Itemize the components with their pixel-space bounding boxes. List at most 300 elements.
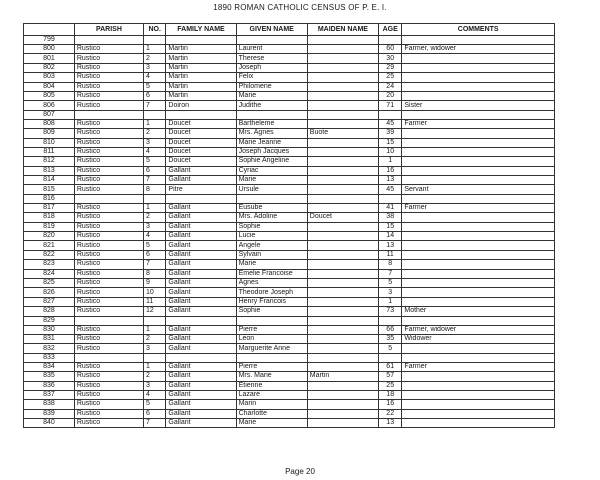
cell-entry-number: 835 [24, 372, 75, 381]
cell-family-name: Gallant [166, 278, 236, 287]
cell-comments [402, 129, 555, 138]
cell-family-name [166, 353, 236, 362]
cell-given-name: Marie [236, 91, 307, 100]
cell-comments [402, 390, 555, 399]
cell-household-no: 1 [144, 203, 166, 212]
table-row [24, 334, 555, 343]
cell-maiden-name [307, 203, 378, 212]
cell-comments [402, 316, 555, 325]
table-row [24, 260, 555, 269]
cell-parish: Rustico [74, 362, 143, 371]
cell-age: 30 [379, 54, 402, 63]
cell-given-name: Marie [236, 176, 307, 185]
table-row [24, 166, 555, 175]
column-header-age: AGE [379, 24, 402, 36]
cell-maiden-name: Buote [307, 129, 378, 138]
cell-maiden-name [307, 419, 378, 428]
cell-age: 22 [379, 409, 402, 418]
cell-given-name [236, 353, 307, 362]
cell-maiden-name [307, 91, 378, 100]
table-row [24, 250, 555, 259]
cell-comments [402, 73, 555, 82]
cell-maiden-name [307, 269, 378, 278]
cell-given-name: Marie [236, 419, 307, 428]
cell-age: 13 [379, 176, 402, 185]
cell-household-no: 3 [144, 222, 166, 231]
cell-household-no [144, 316, 166, 325]
cell-parish: Rustico [74, 203, 143, 212]
table-row [24, 344, 555, 353]
cell-maiden-name [307, 157, 378, 166]
cell-family-name: Gallant [166, 203, 236, 212]
cell-parish: Rustico [74, 334, 143, 343]
cell-given-name: Mrs. Marie [236, 372, 307, 381]
cell-household-no: 2 [144, 213, 166, 222]
table-row [24, 213, 555, 222]
cell-parish: Rustico [74, 419, 143, 428]
cell-age: 15 [379, 138, 402, 147]
cell-maiden-name [307, 325, 378, 334]
cell-age: 13 [379, 241, 402, 250]
cell-household-no: 9 [144, 278, 166, 287]
cell-age: 18 [379, 390, 402, 399]
cell-family-name: Doiron [166, 101, 236, 110]
cell-family-name: Gallant [166, 288, 236, 297]
cell-comments: Sister [402, 101, 555, 110]
cell-age [379, 194, 402, 203]
cell-household-no: 4 [144, 147, 166, 156]
cell-comments [402, 409, 555, 418]
cell-given-name: Sophie [236, 222, 307, 231]
cell-age [379, 110, 402, 119]
cell-given-name: Marin [236, 400, 307, 409]
cell-age: 1 [379, 157, 402, 166]
cell-entry-number: 821 [24, 241, 75, 250]
table-row [24, 269, 555, 278]
cell-given-name: Pierre [236, 362, 307, 371]
cell-given-name: Laurent [236, 45, 307, 54]
cell-given-name [236, 316, 307, 325]
cell-age [379, 316, 402, 325]
cell-maiden-name: Martin [307, 372, 378, 381]
cell-maiden-name [307, 185, 378, 194]
cell-given-name: Judithe [236, 101, 307, 110]
cell-age: 60 [379, 45, 402, 54]
cell-entry-number: 808 [24, 119, 75, 128]
cell-parish: Rustico [74, 157, 143, 166]
cell-household-no: 7 [144, 419, 166, 428]
cell-maiden-name [307, 166, 378, 175]
table-row [24, 203, 555, 212]
table-row [24, 194, 555, 203]
cell-household-no: 7 [144, 101, 166, 110]
cell-comments [402, 232, 555, 241]
cell-entry-number: 838 [24, 400, 75, 409]
cell-given-name: Leon [236, 334, 307, 343]
cell-family-name: Gallant [166, 176, 236, 185]
cell-parish: Rustico [74, 390, 143, 399]
cell-parish: Rustico [74, 63, 143, 72]
cell-entry-number: 804 [24, 82, 75, 91]
cell-entry-number: 807 [24, 110, 75, 119]
table-row [24, 82, 555, 91]
cell-maiden-name [307, 73, 378, 82]
cell-age: 57 [379, 372, 402, 381]
cell-given-name [236, 110, 307, 119]
table-row [24, 73, 555, 82]
cell-family-name: Gallant [166, 381, 236, 390]
cell-entry-number: 833 [24, 353, 75, 362]
cell-age: 25 [379, 73, 402, 82]
census-table [23, 23, 555, 428]
cell-given-name: Agnes [236, 278, 307, 287]
cell-family-name: Doucet [166, 119, 236, 128]
cell-age: 5 [379, 278, 402, 287]
table-row [24, 54, 555, 63]
cell-age: 16 [379, 400, 402, 409]
cell-comments [402, 147, 555, 156]
cell-household-no: 6 [144, 91, 166, 100]
cell-household-no: 7 [144, 260, 166, 269]
table-row [24, 297, 555, 306]
cell-family-name: Doucet [166, 138, 236, 147]
cell-parish: Rustico [74, 278, 143, 287]
cell-age [379, 36, 402, 45]
cell-parish: Rustico [74, 45, 143, 54]
table-row [24, 288, 555, 297]
cell-given-name: Sophie Angeline [236, 157, 307, 166]
cell-parish: Rustico [74, 91, 143, 100]
cell-entry-number: 817 [24, 203, 75, 212]
table-row [24, 222, 555, 231]
cell-maiden-name [307, 101, 378, 110]
cell-comments [402, 222, 555, 231]
cell-household-no: 7 [144, 176, 166, 185]
cell-family-name: Martin [166, 82, 236, 91]
table-row [24, 157, 555, 166]
cell-parish [74, 353, 143, 362]
cell-given-name: Philomene [236, 82, 307, 91]
cell-comments: Farmer [402, 203, 555, 212]
cell-given-name [236, 194, 307, 203]
cell-comments: Farmer [402, 119, 555, 128]
cell-comments [402, 372, 555, 381]
cell-parish: Rustico [74, 54, 143, 63]
cell-household-no: 5 [144, 157, 166, 166]
cell-maiden-name [307, 409, 378, 418]
cell-family-name: Gallant [166, 344, 236, 353]
cell-given-name: Lucie [236, 232, 307, 241]
cell-family-name: Gallant [166, 250, 236, 259]
column-header-family-name: FAMILY NAME [166, 24, 236, 36]
cell-maiden-name [307, 241, 378, 250]
cell-household-no [144, 110, 166, 119]
cell-household-no: 3 [144, 63, 166, 72]
cell-comments [402, 381, 555, 390]
cell-household-no: 2 [144, 334, 166, 343]
cell-parish: Rustico [74, 147, 143, 156]
cell-age: 5 [379, 344, 402, 353]
cell-parish: Rustico [74, 185, 143, 194]
cell-family-name: Gallant [166, 372, 236, 381]
cell-household-no [144, 194, 166, 203]
cell-age: 14 [379, 232, 402, 241]
cell-given-name: Etienne [236, 381, 307, 390]
cell-age: 24 [379, 82, 402, 91]
cell-given-name: Sophie [236, 307, 307, 316]
table-row [24, 45, 555, 54]
cell-given-name: Joseph Jacques [236, 147, 307, 156]
cell-entry-number: 828 [24, 307, 75, 316]
cell-family-name: Gallant [166, 307, 236, 316]
census-body [24, 36, 555, 428]
cell-given-name: Mrs. Agnes [236, 129, 307, 138]
table-row [24, 176, 555, 185]
cell-maiden-name [307, 176, 378, 185]
cell-comments [402, 63, 555, 72]
table-row [24, 129, 555, 138]
cell-family-name [166, 194, 236, 203]
cell-comments: Farmer, widower [402, 45, 555, 54]
cell-maiden-name [307, 45, 378, 54]
cell-maiden-name [307, 82, 378, 91]
cell-comments: Farmer [402, 362, 555, 371]
cell-household-no: 6 [144, 250, 166, 259]
cell-parish: Rustico [74, 241, 143, 250]
cell-given-name: Henry Francois [236, 297, 307, 306]
cell-age: 41 [379, 203, 402, 212]
cell-entry-number: 822 [24, 250, 75, 259]
cell-household-no: 5 [144, 241, 166, 250]
table-row [24, 138, 555, 147]
cell-family-name: Gallant [166, 222, 236, 231]
cell-comments [402, 278, 555, 287]
cell-age: 3 [379, 288, 402, 297]
cell-maiden-name [307, 400, 378, 409]
cell-entry-number: 834 [24, 362, 75, 371]
cell-maiden-name [307, 250, 378, 259]
cell-age: 45 [379, 185, 402, 194]
cell-maiden-name [307, 362, 378, 371]
cell-maiden-name [307, 54, 378, 63]
cell-parish: Rustico [74, 269, 143, 278]
cell-maiden-name [307, 334, 378, 343]
document-title: 1890 ROMAN CATHOLIC CENSUS OF P. E. I. [213, 3, 387, 12]
cell-given-name: Eusube [236, 203, 307, 212]
cell-family-name: Pitre [166, 185, 236, 194]
cell-parish: Rustico [74, 213, 143, 222]
cell-household-no: 2 [144, 129, 166, 138]
cell-family-name: Gallant [166, 409, 236, 418]
cell-comments [402, 110, 555, 119]
cell-family-name: Gallant [166, 419, 236, 428]
cell-age: 45 [379, 119, 402, 128]
cell-family-name: Martin [166, 73, 236, 82]
cell-age: 66 [379, 325, 402, 334]
cell-entry-number: 829 [24, 316, 75, 325]
table-row [24, 36, 555, 45]
cell-parish: Rustico [74, 82, 143, 91]
cell-maiden-name [307, 36, 378, 45]
cell-maiden-name [307, 194, 378, 203]
table-row [24, 372, 555, 381]
cell-entry-number: 824 [24, 269, 75, 278]
cell-maiden-name [307, 344, 378, 353]
cell-entry-number: 840 [24, 419, 75, 428]
cell-given-name: Charlotte [236, 409, 307, 418]
cell-entry-number: 814 [24, 176, 75, 185]
cell-entry-number: 802 [24, 63, 75, 72]
cell-comments [402, 54, 555, 63]
cell-entry-number: 813 [24, 166, 75, 175]
cell-parish: Rustico [74, 288, 143, 297]
cell-family-name: Martin [166, 91, 236, 100]
cell-entry-number: 826 [24, 288, 75, 297]
cell-entry-number: 816 [24, 194, 75, 203]
cell-comments: Mother [402, 307, 555, 316]
cell-maiden-name [307, 353, 378, 362]
cell-maiden-name [307, 260, 378, 269]
column-header-given-name: GIVEN NAME [236, 24, 307, 36]
cell-family-name: Doucet [166, 157, 236, 166]
cell-entry-number: 809 [24, 129, 75, 138]
cell-parish: Rustico [74, 260, 143, 269]
cell-parish: Rustico [74, 409, 143, 418]
cell-comments [402, 344, 555, 353]
cell-age: 20 [379, 91, 402, 100]
cell-entry-number: 831 [24, 334, 75, 343]
cell-age: 29 [379, 63, 402, 72]
cell-household-no: 1 [144, 362, 166, 371]
table-row [24, 91, 555, 100]
cell-comments [402, 91, 555, 100]
cell-family-name: Gallant [166, 213, 236, 222]
cell-maiden-name [307, 297, 378, 306]
cell-age: 1 [379, 297, 402, 306]
cell-family-name [166, 36, 236, 45]
cell-comments [402, 82, 555, 91]
cell-household-no: 1 [144, 119, 166, 128]
cell-comments [402, 213, 555, 222]
cell-family-name: Martin [166, 63, 236, 72]
cell-given-name: Marguerite Anne [236, 344, 307, 353]
cell-family-name: Gallant [166, 400, 236, 409]
table-row [24, 147, 555, 156]
cell-parish: Rustico [74, 297, 143, 306]
cell-parish [74, 36, 143, 45]
cell-parish: Rustico [74, 381, 143, 390]
cell-family-name: Gallant [166, 325, 236, 334]
cell-comments [402, 157, 555, 166]
table-row [24, 185, 555, 194]
cell-comments [402, 194, 555, 203]
cell-parish: Rustico [74, 372, 143, 381]
cell-entry-number: 827 [24, 297, 75, 306]
table-row [24, 409, 555, 418]
cell-comments [402, 166, 555, 175]
cell-comments [402, 260, 555, 269]
cell-household-no: 8 [144, 185, 166, 194]
cell-entry-number: 810 [24, 138, 75, 147]
table-row [24, 400, 555, 409]
cell-household-no: 8 [144, 269, 166, 278]
cell-family-name: Gallant [166, 260, 236, 269]
column-header-no: NO. [144, 24, 166, 36]
cell-given-name: Lazare [236, 390, 307, 399]
column-header-number [24, 24, 75, 36]
cell-comments [402, 400, 555, 409]
cell-maiden-name [307, 316, 378, 325]
cell-parish: Rustico [74, 138, 143, 147]
cell-household-no: 5 [144, 82, 166, 91]
cell-household-no [144, 353, 166, 362]
cell-given-name: Felix [236, 73, 307, 82]
cell-maiden-name [307, 222, 378, 231]
cell-entry-number: 837 [24, 390, 75, 399]
cell-household-no: 4 [144, 232, 166, 241]
cell-family-name: Gallant [166, 232, 236, 241]
cell-entry-number: 803 [24, 73, 75, 82]
cell-entry-number: 806 [24, 101, 75, 110]
cell-parish: Rustico [74, 73, 143, 82]
cell-age: 15 [379, 222, 402, 231]
table-row [24, 110, 555, 119]
cell-age: 10 [379, 147, 402, 156]
cell-parish: Rustico [74, 101, 143, 110]
cell-parish: Rustico [74, 325, 143, 334]
table-row [24, 232, 555, 241]
cell-given-name: Angele [236, 241, 307, 250]
cell-given-name: Ursule [236, 185, 307, 194]
table-row [24, 381, 555, 390]
cell-parish: Rustico [74, 400, 143, 409]
column-header-parish: PARISH [74, 24, 143, 36]
cell-household-no: 1 [144, 325, 166, 334]
cell-comments [402, 297, 555, 306]
cell-comments [402, 353, 555, 362]
cell-household-no: 4 [144, 390, 166, 399]
cell-parish: Rustico [74, 176, 143, 185]
cell-given-name: Marie Jeanne [236, 138, 307, 147]
cell-age: 38 [379, 213, 402, 222]
cell-household-no: 2 [144, 372, 166, 381]
cell-age: 35 [379, 334, 402, 343]
cell-household-no: 2 [144, 54, 166, 63]
cell-age: 13 [379, 419, 402, 428]
cell-household-no: 12 [144, 307, 166, 316]
cell-family-name: Gallant [166, 241, 236, 250]
page-number: Page 20 [285, 467, 315, 476]
cell-maiden-name [307, 119, 378, 128]
cell-comments [402, 176, 555, 185]
header-row [24, 24, 555, 36]
cell-parish [74, 316, 143, 325]
cell-family-name: Gallant [166, 297, 236, 306]
cell-comments: Widower [402, 334, 555, 343]
cell-given-name [236, 36, 307, 45]
cell-household-no: 6 [144, 409, 166, 418]
cell-household-no: 3 [144, 381, 166, 390]
cell-family-name: Gallant [166, 269, 236, 278]
cell-maiden-name [307, 288, 378, 297]
cell-given-name: Theodore Joseph [236, 288, 307, 297]
table-row [24, 101, 555, 110]
table-row [24, 316, 555, 325]
cell-family-name [166, 110, 236, 119]
cell-family-name: Doucet [166, 129, 236, 138]
cell-comments: Servant [402, 185, 555, 194]
cell-parish: Rustico [74, 166, 143, 175]
